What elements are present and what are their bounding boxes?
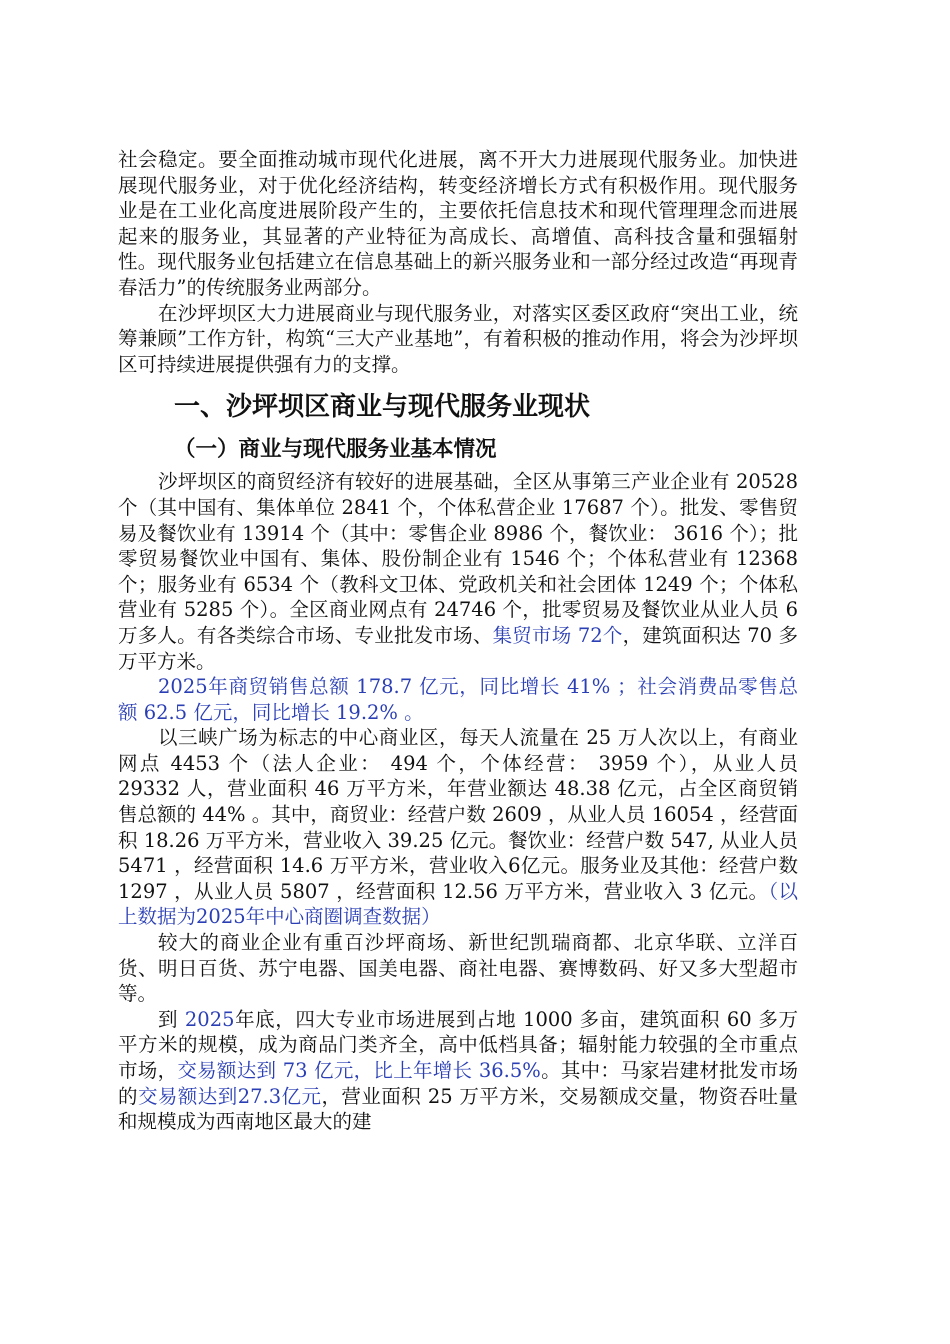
paragraph-text: ，建筑面积达 70 多万平方米。 — [118, 623, 798, 673]
highlight-text: 交易额达到27.3亿元 — [137, 1084, 322, 1108]
paragraph-text: 。其中：马家岩建材批发市场的 — [118, 1059, 798, 1108]
paragraph-text: 年底，四大专业市场进展到占地 1000 多亩，建筑面积 60 多万平方米的规模，成为商品门类齐全，高中低档具备；辐射能力较强的全市重点市场， — [118, 1007, 799, 1082]
paragraph-commercial-district — [118, 725, 798, 930]
subsection-heading: （一）商业与现代服务业基本情况 — [174, 437, 497, 463]
highlight-text: 集贸市场 72个 — [492, 623, 623, 647]
paragraph-text: 沙坪坝区的商贸经济有较好的进展基础，全区从事第三产业企业有 20528 个（其中国有、集体单位 2841 个，个体私营企业 17687 个）。批发、零售贸易及餐饮业有 13914 个（其中：零售企业 8986 个，餐饮业： 3616 个）；批零贸易餐饮业中国有、集体、股份制企业有 1546 个；个体私营业有 12368 个；服务业有 6534 个（教科文卫体、党政机关和社会团体 1249 个；个体私营业有 5285 个）。全区商业网点有 24746 个，批零贸易及餐饮业从业人员 6 万多人。有各类综合市场、专业批发市场、 — [118, 470, 798, 647]
paragraph-text: ，营业面积 25 万平方米，交易额成交量，物资吞吐量和规模成为西南地区最大的建 — [118, 1084, 798, 1134]
paragraph-text: 以三峡广场为标志的中心商业区，每天人流量在 25 万人次以上，有商业网点 4453 个（法人企业： 494 个，个体经营： 3959 个），从业人员 29332 人，营业面积 46 万平方米，年营业额达 48.38 亿元，占全区商贸销售总额的 44% 。其中，商贸业：经营户数 2609 ，从业人员 16054 ，经营面积 18.26 万平方米，营业收入 39.25 亿元。餐饮业：经营户数 547, 从业人员 5471 ，经营面积 14.6 万平方米，营业收入6亿元。服务业及其他：经营户数 1297 ，从业人员 5807 ，经营面积 12.56 万平方米，营业收入 3 亿元。 — [118, 726, 798, 903]
highlight-text: 2025 — [184, 1007, 235, 1031]
paragraph-intro-1: 社会稳定。要全面推动城市现代化进展，离不开大力进展现代服务业。加快进展现代服务业，对于优化经济结构，转变经济增长方式有积极作用。现代服务业是在工业化高度进展阶段产生的，主要依托信息技术和现代管理理念而进展起来的服务业，其显著的产业特征为高成长、高增值、高科技含量和强辐射性。现代服务业包括建立在信息基础上的新兴服务业和一部分经过改造“再现青春活力”的传统服务业两部分。 — [118, 148, 798, 299]
paragraph-basic-stats — [118, 469, 798, 674]
paragraph-major-enterprises: 较大的商业企业有重百沙坪商场、新世纪凯瑞商都、北京华联、立洋百货、明日百货、苏宁电器、国美电器、商社电器、赛博数码、好又多大型超市等。 — [118, 931, 798, 1006]
paragraph-text: 到 — [158, 1007, 185, 1031]
paragraph-specialty-markets — [118, 1007, 798, 1135]
highlight-text: （以上数据为2025年中心商圈调查数据） — [118, 879, 798, 929]
paragraph-sales-totals: 2025年商贸销售总额 178.7 亿元，同比增长 41% ；社会消费品零售总额 62.5 亿元，同比增长 19.2% 。 — [118, 675, 798, 724]
document-body — [118, 147, 798, 1135]
paragraph-intro-2: 在沙坪坝区大力进展商业与现代服务业，对落实区委区政府“突出工业，统筹兼顾”工作方针，构筑“三大产业基地”，有着积极的推动作用，将会为沙坪坝区可持续进展提供强有力的支撑。 — [118, 301, 798, 376]
highlight-text: 交易额达到 73 亿元，比上年增长 36.5% — [177, 1059, 541, 1082]
section-heading: 一、沙坪坝区商业与现代服务业现状 — [174, 392, 591, 423]
